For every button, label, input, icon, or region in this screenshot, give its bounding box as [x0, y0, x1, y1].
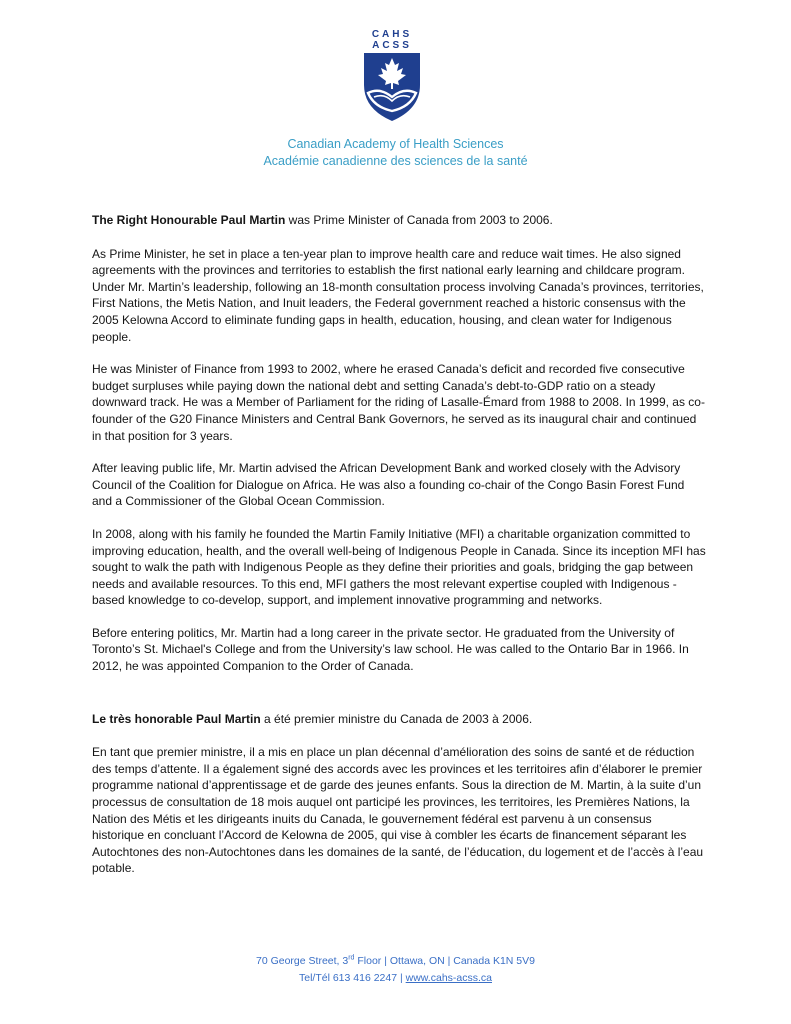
bio-en-paragraph-2: He was Minister of Finance from 1993 to 2002, where he erased Canada’s deficit and recorded five consecutive budget surpluses while paying down the national debt and setting Canada’s debt-to-GDP ratio on a steady downward track. He was a Member of Parliament for the riding of Lasalle-Émard from 1988 to 2008. In 1999, as co-founder of the G20 Finance Ministers and Central Bank Governors, he served as its inaugural chair and continued in that position for 3 years.: [92, 362, 705, 443]
bio-en-paragraph-1: As Prime Minister, he set in place a ten-year plan to improve health care and reduce wait times. He also signed agreements with the provinces and territories to establish the first national early learning and childcare program. Under Mr. Martin’s leadership, following an 18-month consultation process involving Canada’s provinces, territories, First Nations, the Metis Nation, and Inuit leaders, the Federal government reached a historic consensus with the 2005 Kelowna Accord to eliminate funding gaps in health, education, housing, and clean water for Indigenous people.: [92, 246, 704, 344]
org-name-english: Canadian Academy of Health Sciences: [287, 137, 504, 151]
bio-en-lead-name: The Right Honourable Paul Martin: [92, 213, 286, 227]
bio-en-lead-text: was Prime Minister of Canada from 2003 to 2006.: [285, 213, 553, 227]
bio-fr-paragraph-1: En tant que premier ministre, il a mis en place un plan décennal d’amélioration des soins de santé et de réduction des temps d’attente. Il a également signé des accords avec les provinces et les territoires afin d’élaborer le premier programme national d’apprentissage et de garde des jeunes enfants. Sous la direction de M. Martin, à la suite d’un processus de consultation de 18 mois auquel ont participé les provinces, les territoires, les Premières Nations, la Nation des Métis et les dirigeants inuits du Canada, le gouvernement fédéral est parvenu à un consensus historique en concluant l’Accord de Kelowna de 2005, qui vise à combler les écarts de financement séparant les Autochtones des non-Autochtones dans les domaines de la santé, de l’éducation, du logement et de l’accès à l’eau potable.: [92, 745, 704, 876]
org-name-french: Académie canadienne des sciences de la santé: [263, 154, 528, 168]
biography-body: [92, 212, 707, 893]
bio-fr-lead-text: a été premier ministre du Canada de 2003 à 2006.: [260, 711, 533, 726]
logo-bottom-text: ACSS: [372, 40, 412, 51]
bio-en-paragraph-5: Before entering politics, Mr. Martin had a long career in the private sector. He graduated from the University of Toronto’s St. Michael's College and from the University’s law school. He was called to the Ontario Bar in 1966. In 2012, he was appointed Companion to the Order of Canada.: [92, 625, 689, 674]
cahs-logo: [350, 27, 434, 123]
page-footer: [0, 953, 791, 987]
bio-fr-lead-name: Le très honorable Paul Martin: [92, 711, 261, 726]
bio-fr-lead: [92, 711, 707, 728]
website-link[interactable]: www.cahs-acss.ca: [405, 972, 492, 984]
bio-en-paragraph-3: After leaving public life, Mr. Martin advised the African Development Bank and worked closely with the Advisory Council of the Coalition for Dialogue on Africa. He was also a founding co-chair of the Congo Basin Forest Fund and a Commissioner of the Global Ocean Commission.: [92, 461, 685, 509]
footer-contact: [0, 970, 791, 987]
organization-names: [0, 136, 791, 170]
footer-address: 70 George Street, 3rd Floor | Ottawa, ON | Canada K1N 5V9: [255, 954, 535, 967]
bio-en-lead: [92, 212, 707, 229]
bio-en-paragraph-4: In 2008, along with his family he founded the Martin Family Initiative (MFI) a charitable organization committed to improving education, health, and the overall well-being of Indigenous People in Canada. Since its inception MFI has sought to walk the path with Indigenous People as they define their priorities and goals, bridging the gap between needs and available resources. To this end, MFI gathers the most relevant expertise coupled with Indigenous -based knowledge to co-develop, support, and implement innovative programming and networks.: [92, 526, 706, 608]
logo-top-text: CAHS: [371, 29, 413, 40]
footer-phone: Tel/Tél 613 416 2247 |: [299, 972, 406, 984]
